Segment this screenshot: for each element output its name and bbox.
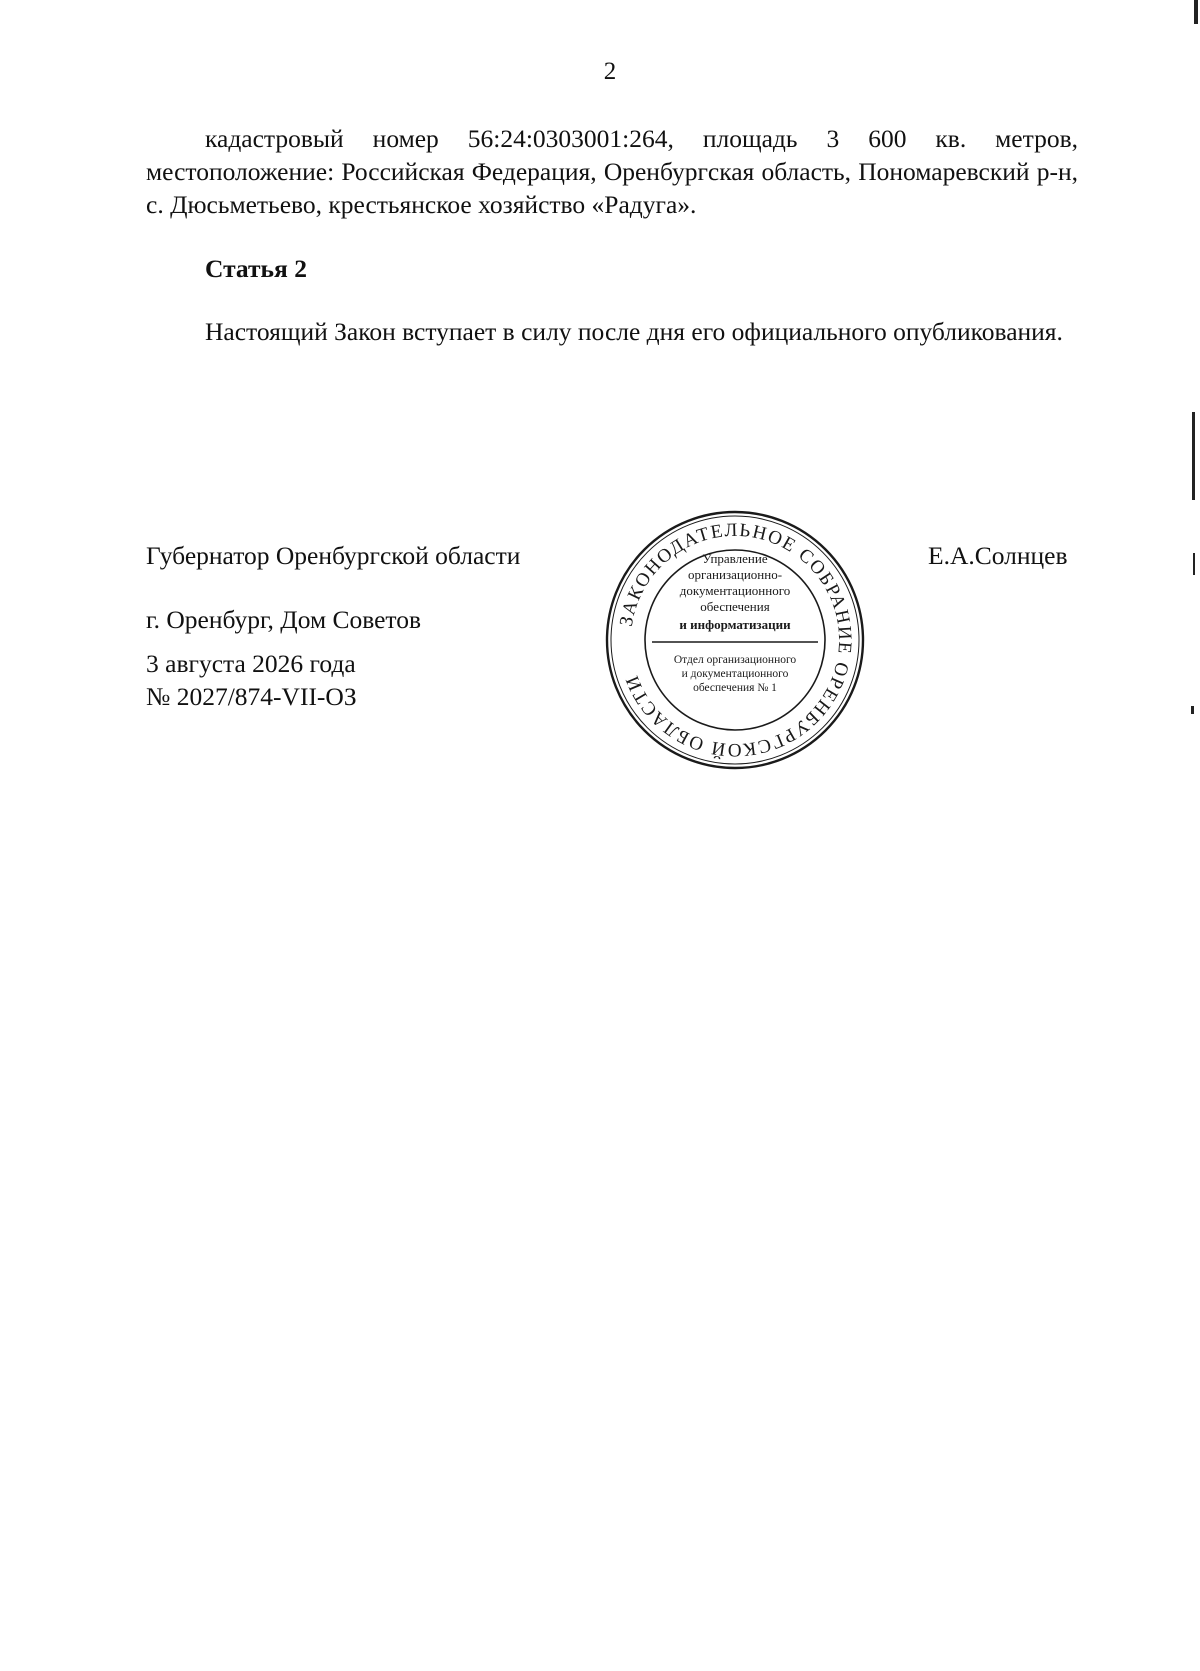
seal-line: обеспечения: [700, 599, 770, 614]
signing-place: г. Оренбург, Дом Советов: [146, 605, 422, 634]
article-2-heading: Статья 2: [205, 254, 307, 283]
official-seal: [600, 505, 870, 775]
seal-line: документационного: [679, 583, 791, 598]
seal-line: обеспечения № 1: [693, 682, 777, 694]
governor-title: Губернатор Оренбургской области: [146, 541, 521, 570]
scan-edge-mark: [1192, 412, 1195, 500]
scan-edge-mark: [1194, 0, 1198, 24]
seal-line: Отдел организационного: [673, 654, 797, 666]
scan-edge-mark: [1191, 706, 1194, 714]
seal-outer-text: ЗАКОНОДАТЕЛЬНОЕ СОБРАНИЕ ОРЕНБУРГСКОЙ ОБЛАСТИ: [615, 519, 856, 761]
seal-line: и информатизации: [679, 617, 791, 632]
seal-line: организационно-: [687, 567, 783, 582]
law-number: № 2027/874-VII-ОЗ: [146, 682, 357, 711]
signatory-name: Е.А.Солнцев: [928, 541, 1068, 570]
scan-edge-mark: [1193, 553, 1195, 575]
signing-date: 3 августа 2026 года: [146, 649, 356, 678]
seal-line: и документационного: [681, 668, 789, 680]
article-2-text: Настоящий Закон вступает в силу после дня его официального опубликования.: [205, 317, 1063, 346]
page-number: 2: [603, 58, 617, 85]
paragraph-cadastral: кадастровый номер 56:24:0303001:264, площадь 3 600 кв. метров, местоположение: Российская Федерация, Оренбургская область, Пономаревский р-н, с. Дюсьметьево, крестьянское хозяйство «Радуга».: [146, 124, 1078, 219]
seal-line: Управление: [702, 551, 768, 566]
